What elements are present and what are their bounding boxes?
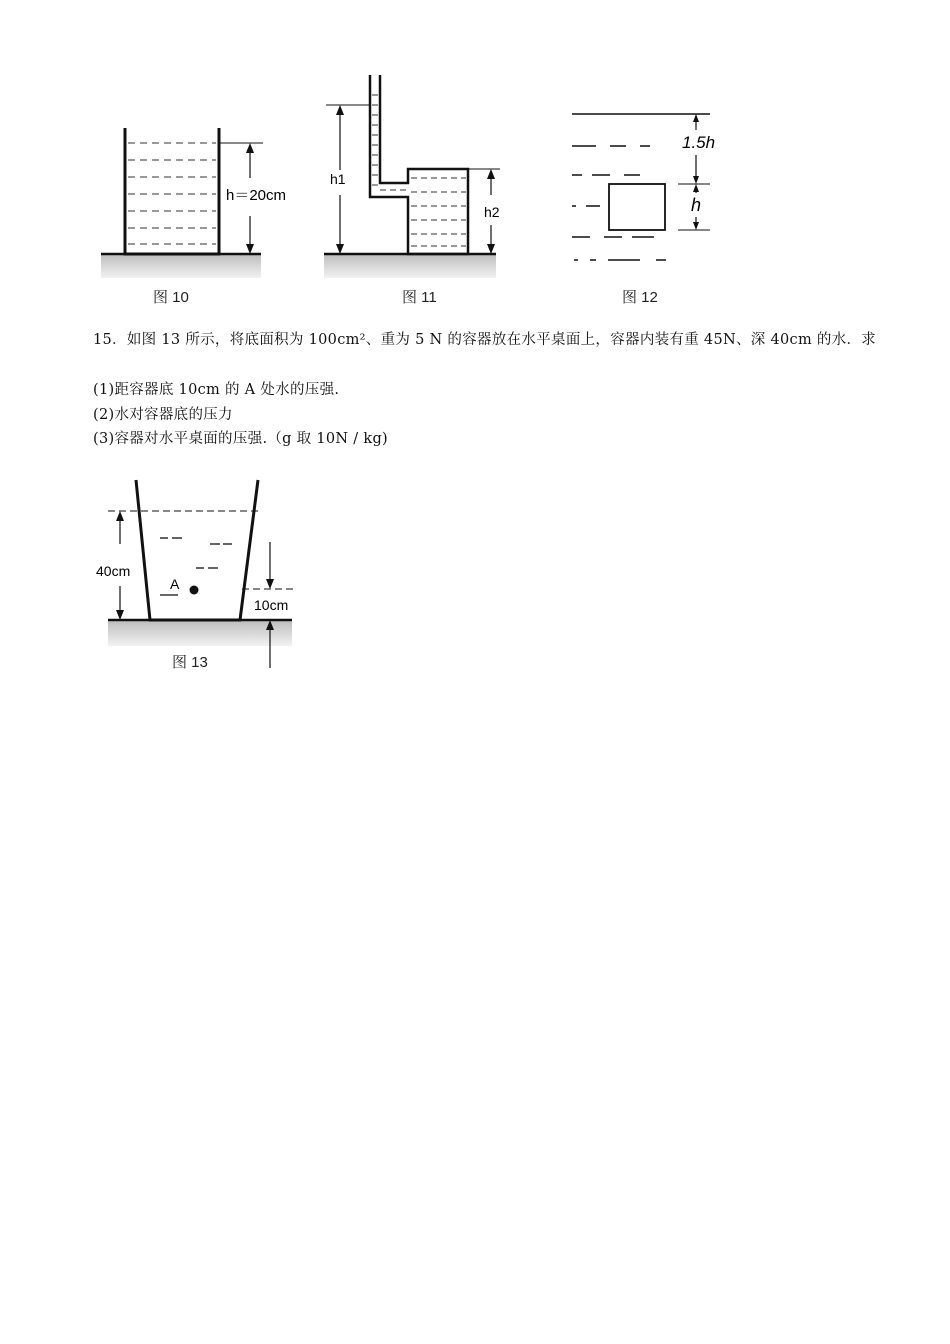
height-label: h＝20cm <box>226 187 287 204</box>
h1-label: h1 <box>330 171 346 187</box>
question-item-1: (1)距容器底 10cm 的 A 处水的压强. <box>93 382 340 398</box>
depth-label: 40cm <box>96 563 131 579</box>
question-item-2: (2)水对容器底的压力 <box>93 407 233 423</box>
ground <box>324 254 496 278</box>
h2-label: h2 <box>484 204 500 220</box>
tube-and-container <box>370 75 468 254</box>
point-a-marker <box>190 586 199 595</box>
depth-label-top: 1.5h <box>682 133 716 152</box>
question-stem: 15．如图 13 所示，将底面积为 100cm²、重为 5 N 的容器放在水平桌面上，容器内装有重 45N、深 40cm 的水．求 <box>93 332 877 348</box>
question-item-3: (3)容器对水平桌面的压强.（g 取 10N / kg) <box>93 431 389 447</box>
submerged-block <box>609 184 665 230</box>
figure-13-diagram <box>90 472 305 677</box>
point-a-label: A <box>170 576 180 592</box>
tapered-container <box>136 480 258 620</box>
figure-13-caption: 图 13 <box>172 654 208 671</box>
ground <box>101 254 261 278</box>
figure-12-caption: 图 12 <box>622 289 658 306</box>
figure-11-caption: 图 11 <box>402 289 437 306</box>
figure-11-diagram <box>318 75 503 282</box>
height-label: 10cm <box>254 597 289 613</box>
figure-12-diagram <box>560 105 730 270</box>
table-surface <box>108 620 292 646</box>
figure-10-diagram <box>95 118 305 283</box>
height-label-block: h <box>691 195 702 215</box>
container <box>125 128 219 254</box>
figure-10-caption: 图 10 <box>153 289 189 306</box>
